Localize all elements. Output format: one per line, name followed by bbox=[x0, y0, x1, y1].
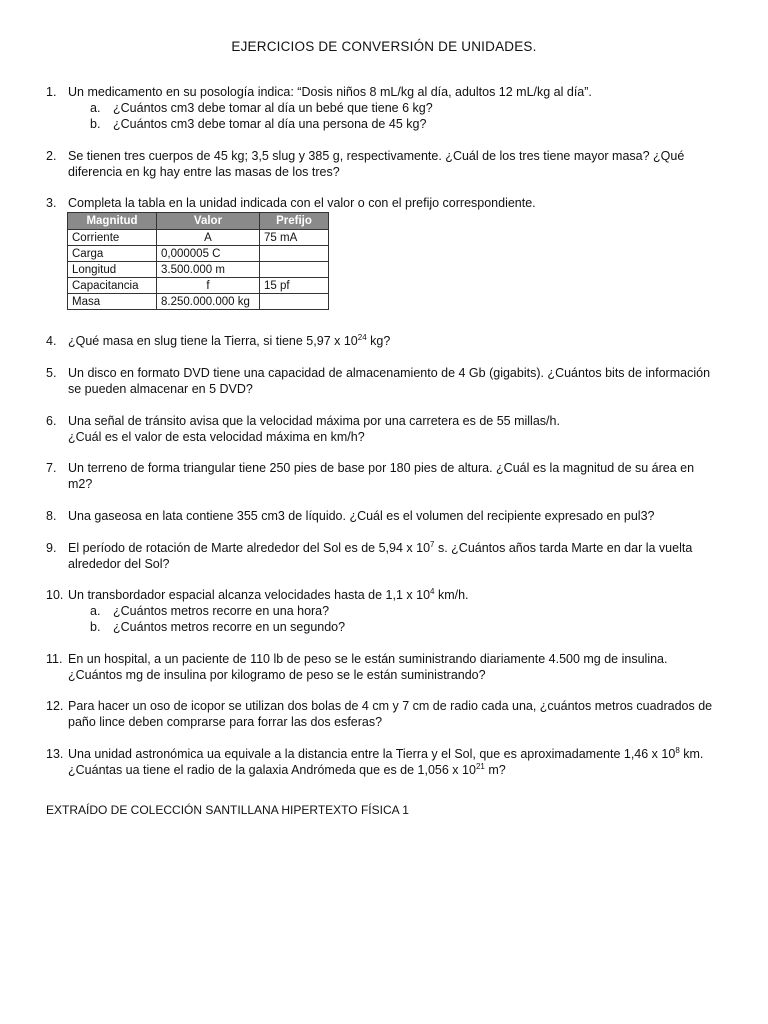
table-row bbox=[68, 294, 329, 310]
question-text: El período de rotación de Marte alrededor del Sol es de 5,94 x 10 bbox=[68, 541, 431, 555]
question-number: 5. bbox=[46, 366, 57, 380]
question-text-end: km. bbox=[679, 747, 704, 761]
sub-text: ¿Cuántos metros recorre en una hora? bbox=[113, 604, 330, 618]
source-footer: EXTRAÍDO DE COLECCIÓN SANTILLANA HIPERTEXTO FÍSICA 1 bbox=[46, 803, 409, 817]
question-text-line2: alrededor del Sol? bbox=[68, 557, 170, 571]
units-table bbox=[67, 212, 329, 310]
question-number: 6. bbox=[46, 414, 57, 428]
exponent: 24 bbox=[357, 333, 367, 342]
question-number: 10. bbox=[46, 588, 64, 602]
table-header: Prefijo bbox=[260, 213, 329, 230]
question-text-line2: diferencia en kg hay entre las masas de los tres? bbox=[68, 165, 340, 179]
question-text-end: s. ¿Cuántos años tarda Marte en dar la vuelta bbox=[434, 541, 693, 555]
table-row bbox=[68, 246, 329, 262]
question-text: ¿Qué masa en slug tiene la Tierra, si tiene 5,97 x 10 bbox=[68, 334, 358, 348]
question-text: Un medicamento en su posología indica: “Dosis niños 8 mL/kg al día, adultos 12 mL/kg al día”. bbox=[68, 85, 592, 99]
question-text-end: km/h. bbox=[434, 588, 469, 602]
sub-label: b. bbox=[90, 620, 101, 634]
table-cell: Longitud bbox=[68, 262, 157, 278]
question-number: 4. bbox=[46, 334, 57, 348]
sub-label: a. bbox=[90, 101, 101, 115]
table-cell: Capacitancia bbox=[68, 278, 157, 294]
sub-label: b. bbox=[90, 117, 101, 131]
question-text-line2-end: m? bbox=[484, 763, 506, 777]
question-text-line1: En un hospital, a un paciente de 110 lb de peso se le están suministrando diariamente 4.500 mg de insulina. bbox=[68, 652, 668, 666]
question-number: 2. bbox=[46, 149, 57, 163]
question-text-line1: Una señal de tránsito avisa que la velocidad máxima por una carretera es de 55 millas/h. bbox=[68, 414, 560, 428]
question-number: 3. bbox=[46, 196, 57, 210]
table-cell bbox=[260, 294, 329, 310]
table-row bbox=[68, 230, 329, 246]
sub-label: a. bbox=[90, 604, 101, 618]
question-number: 8. bbox=[46, 509, 57, 523]
question-text-line2: m2? bbox=[68, 477, 93, 491]
question-number: 13. bbox=[46, 747, 64, 761]
question-number: 12. bbox=[46, 699, 64, 713]
question-text: Completa la tabla en la unidad indicada con el valor o con el prefijo correspondiente. bbox=[68, 196, 536, 210]
question-text-line1: Para hacer un oso de icopor se utilizan dos bolas de 4 cm y 7 cm de radio cada una, ¿cuántos metros cuadrados de bbox=[68, 699, 713, 713]
exponent: 7 bbox=[430, 540, 435, 549]
table-row bbox=[68, 262, 329, 278]
sub-text: ¿Cuántos cm3 debe tomar al día una persona de 45 kg? bbox=[113, 117, 427, 131]
table-cell: 8.250.000.000 kg bbox=[157, 294, 260, 310]
table-header: Valor bbox=[157, 213, 260, 230]
question-text: Una unidad astronómica ua equivale a la distancia entre la Tierra y el Sol, que es aproximadamente 1,46 x 10 bbox=[68, 747, 676, 761]
table-row bbox=[68, 278, 329, 294]
table-cell: 75 mA bbox=[260, 230, 329, 246]
question-text-line1: Un disco en formato DVD tiene una capacidad de almacenamiento de 4 Gb (gigabits). ¿Cuántos bits de información bbox=[68, 366, 711, 380]
question-text-line2: se pueden almacenar en 5 DVD? bbox=[68, 382, 253, 396]
question-number: 9. bbox=[46, 541, 57, 555]
table-cell: 15 pf bbox=[260, 278, 329, 294]
question-text: Una gaseosa en lata contiene 355 cm3 de líquido. ¿Cuál es el volumen del recipiente expresado en pul3? bbox=[68, 509, 655, 523]
table-header-row bbox=[68, 213, 329, 230]
question-text-line1: Un terreno de forma triangular tiene 250 pies de base por 180 pies de altura. ¿Cuál es la magnitud de su área en bbox=[68, 461, 695, 475]
table-cell: 3.500.000 m bbox=[157, 262, 260, 278]
table-cell: Carga bbox=[68, 246, 157, 262]
question-number: 11. bbox=[46, 652, 63, 666]
sub-text: ¿Cuántos metros recorre en un segundo? bbox=[113, 620, 346, 634]
exponent: 4 bbox=[430, 587, 435, 596]
table-cell: A bbox=[157, 230, 260, 246]
table-cell: Masa bbox=[68, 294, 157, 310]
question-number: 1. bbox=[46, 85, 57, 99]
sub-text: ¿Cuántos cm3 debe tomar al día un bebé que tiene 6 kg? bbox=[113, 101, 433, 115]
question-text-line2: ¿Cuál es el valor de esta velocidad máxima en km/h? bbox=[68, 430, 365, 444]
table-cell bbox=[260, 262, 329, 278]
table-header: Magnitud bbox=[68, 213, 157, 230]
question-text-end: kg? bbox=[366, 334, 391, 348]
table-cell bbox=[260, 246, 329, 262]
question-text-line2: ¿Cuántas ua tiene el radio de la galaxia Andrómeda que es de 1,056 x 10 bbox=[68, 763, 476, 777]
question-number: 7. bbox=[46, 461, 57, 475]
question-text-line1: Se tienen tres cuerpos de 45 kg; 3,5 slug y 385 g, respectivamente. ¿Cuál de los tres tiene mayor masa? ¿Qué bbox=[68, 149, 685, 163]
exponent: 8 bbox=[675, 746, 680, 755]
table-cell: 0,000005 C bbox=[157, 246, 260, 262]
question-text: Un transbordador espacial alcanza velocidades hasta de 1,1 x 10 bbox=[68, 588, 431, 602]
question-text-line2: ¿Cuántos mg de insulina por kilogramo de peso se le están suministrando? bbox=[68, 668, 486, 682]
question-text-line2: paño lince deben comprarse para forrar las dos esferas? bbox=[68, 715, 383, 729]
page-title: EJERCICIOS DE CONVERSIÓN DE UNIDADES. bbox=[231, 39, 537, 54]
exponent: 21 bbox=[475, 762, 485, 771]
table-cell: Corriente bbox=[68, 230, 157, 246]
table-cell: f bbox=[157, 278, 260, 294]
